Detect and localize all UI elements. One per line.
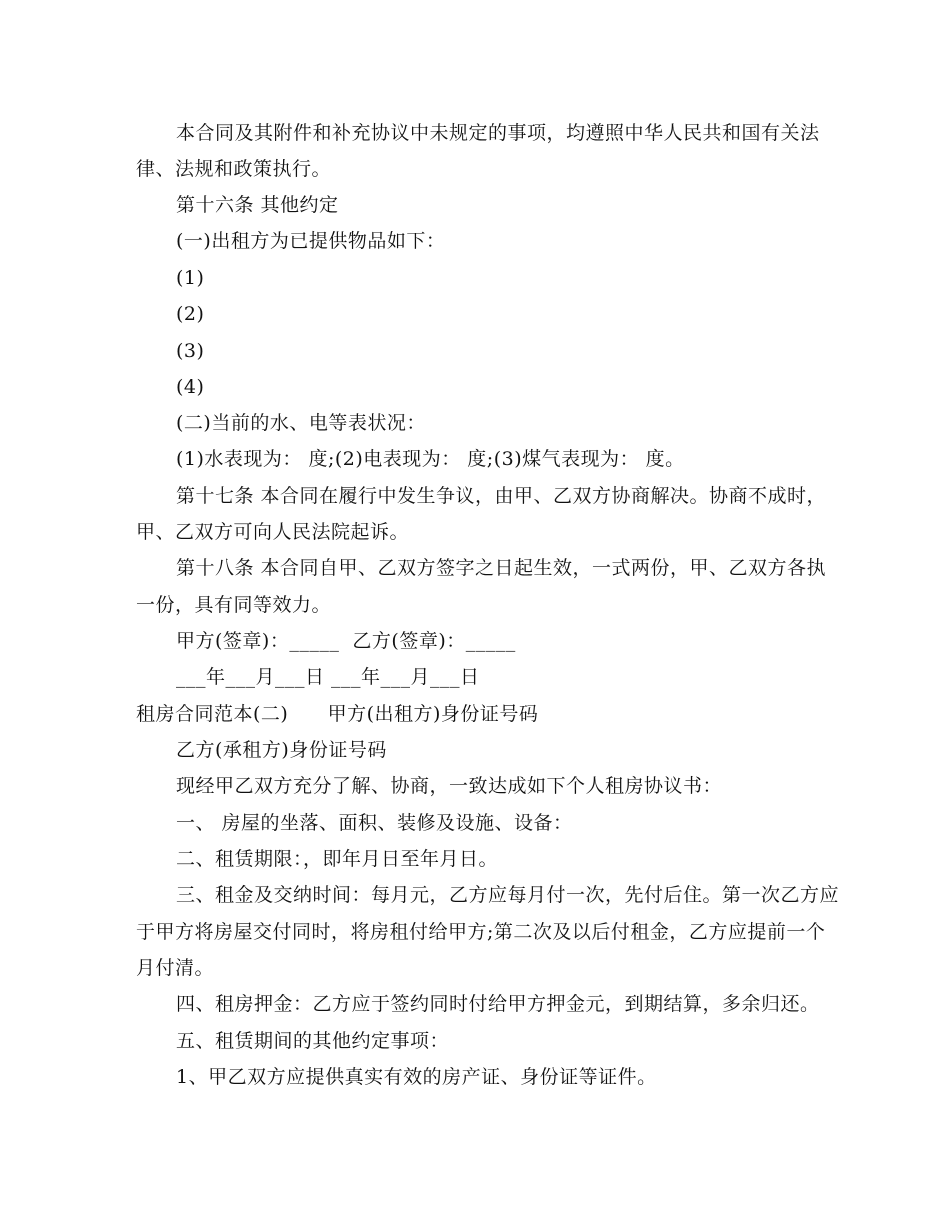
clause-1: 一、 房屋的坐落、面积、装修及设施、设备：	[176, 812, 573, 834]
paragraph-line: 乙方(承租方)身份证号码	[176, 739, 387, 761]
clause-3: 三、租金及交纳时间：每月元，乙方应每月付一次，先付后住。第一次乙方应	[176, 884, 840, 906]
paragraph-line: 一份，具有同等效力。	[136, 594, 332, 616]
clause-5: 五、租赁期间的其他约定事项：	[176, 1030, 450, 1052]
clause-2: 二、租赁期限：，即年月日至年月日。	[176, 848, 499, 870]
clause-4: 四、租房押金：乙方应于签约同时付给甲方押金元，到期结算，多余归还。	[176, 993, 820, 1015]
list-item: (3)	[176, 340, 205, 362]
section-heading-17: 第十七条 本合同在履行中发生争议，由甲、乙双方协商解决。协商不成时，	[176, 485, 827, 507]
contract-title-line: 租房合同范本(二) 甲方(出租方)身份证号码	[136, 703, 539, 725]
meter-readings-line: (1)水表现为： 度;(2)电表现为： 度;(3)煤气表现为： 度。	[176, 448, 685, 470]
list-item: (1)	[176, 267, 205, 289]
paragraph-line: (二)当前的水、电等表状况：	[176, 412, 426, 434]
paragraph-line: 于甲方将房屋交付同时，将房租付给甲方;第二次及以后付租金，乙方应提前一个	[136, 921, 826, 943]
sub-clause-1: 1、甲乙双方应提供真实有效的房产证、身份证等证件。	[176, 1066, 657, 1088]
signature-line: 甲方(签章)：_____ 乙方(签章)：_____	[176, 630, 516, 652]
paragraph-line: 甲、乙双方可向人民法院起诉。	[136, 521, 410, 543]
paragraph-line: 现经甲乙双方充分了解、协商，一致达成如下个人租房协议书：	[176, 775, 723, 797]
paragraph-line: (一)出租方为已提供物品如下：	[176, 230, 446, 252]
paragraph-line: 月付清。	[136, 957, 215, 979]
section-heading-18: 第十八条 本合同自甲、乙双方签字之日起生效，一式两份，甲、乙双方各执	[176, 557, 827, 579]
list-item: (4)	[176, 376, 205, 398]
date-line: ___年___月___日 ___年___月___日	[176, 666, 480, 688]
paragraph-line: 本合同及其附件和补充协议中未规定的事项，均遵照中华人民共和国有关法	[176, 122, 820, 144]
section-heading-16: 第十六条 其他约定	[176, 194, 339, 216]
paragraph-line: 律、法规和政策执行。	[136, 158, 332, 180]
list-item: (2)	[176, 303, 205, 325]
